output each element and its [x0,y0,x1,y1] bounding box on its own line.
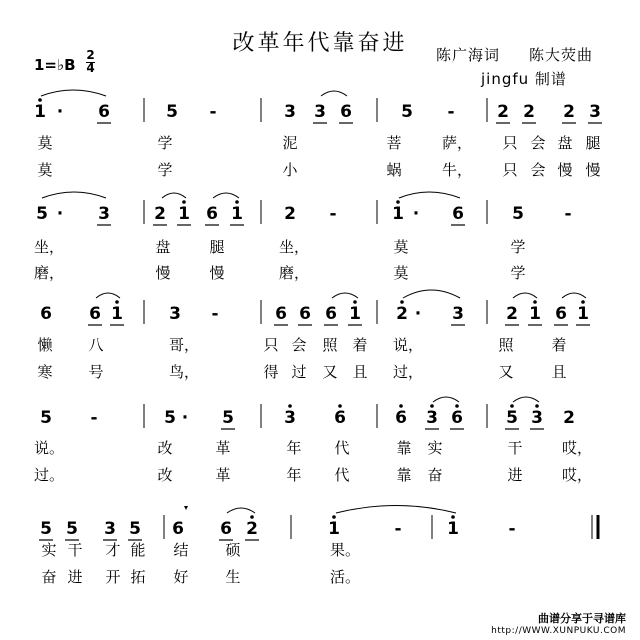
note: 2 [284,204,296,224]
note: 3 [314,102,326,122]
lyric-char: 生 [225,568,241,586]
lyric-char: 八 [88,336,104,354]
lyric-char: 且 [352,363,368,381]
lyric-char: 牛， [442,161,473,179]
slur [332,293,358,298]
credits-composer: 陈大荧曲 [529,46,594,64]
lyric-char: 只 [263,336,279,354]
credits-transcriber: jingfu 制谱 [481,70,567,88]
lyric-char: 只 [502,134,518,152]
dotted-rhythm: · [56,102,64,122]
lyric-char: 慢 [557,161,573,179]
dotted-rhythm: · [56,204,64,224]
note: 6 [395,408,407,428]
lyric-char: 哥， [169,336,200,354]
slur [513,293,537,298]
note: 2 [563,408,575,428]
note: 6 [334,408,346,428]
lyric-char: 改 [157,439,173,457]
sustain-dash: - [90,408,98,428]
octave-dot [533,300,537,304]
note: 3 [531,408,543,428]
note: 5 [166,102,178,122]
lyric-char: 又 [498,363,514,381]
note: 5 [129,519,141,539]
time-signature-bottom: 4 [86,61,95,75]
lyric-char: 干 [507,439,523,457]
octave-dot [455,404,459,408]
lyric-char: 开 [105,568,121,586]
octave-dot [400,300,404,304]
lyric-char: 寒 [37,363,53,381]
octave-dot [182,200,186,204]
note: 2 [563,102,575,122]
note: 6 [299,304,311,324]
note: 3 [426,408,438,428]
note: 1 [392,204,404,224]
note: 1 [349,304,361,324]
octave-dot [535,404,539,408]
lyric-char: 莫 [37,161,53,179]
octave-dot [332,515,336,519]
lyric-char: 盘 [155,238,171,256]
lyric-char: 过， [393,363,424,381]
slur [213,193,239,198]
note: 1 [111,304,123,324]
sustain-dash: - [447,102,455,122]
note: 5 [222,408,234,428]
note: 6 [452,204,464,224]
note: 5 [401,102,413,122]
octave-dot [115,300,119,304]
octave-dot [396,200,400,204]
note: 2 [154,204,166,224]
note: 2 [396,304,408,324]
octave-dot [451,515,455,519]
lyric-char: 蜗 [386,161,402,179]
lyric-char: 学 [157,134,173,152]
sustain-dash: - [394,519,402,539]
slur [433,397,459,402]
slur [562,293,586,298]
lyric-char: 靠 [396,439,412,457]
lyric-char: 说。 [34,439,65,457]
note: 1 [231,204,243,224]
lyric-char: 才 [105,541,121,559]
lyric-char: 代 [334,466,350,484]
lyric-char: 年 [286,439,302,457]
lyric-char: 果。 [330,541,361,559]
note: 6 [275,304,287,324]
note: 1 [178,204,190,224]
note: 2 [497,102,509,122]
lyric-char: 哎， [562,439,593,457]
note: 5 [164,408,176,428]
lyric-char: 过 [291,363,307,381]
octave-dot [353,300,357,304]
lyric-char: 奋 [427,466,443,484]
lyric-char: 代 [334,439,350,457]
lyric-char: 革 [215,466,231,484]
slur [399,192,460,198]
lyric-char: 泥 [282,134,298,152]
octave-dot [510,404,514,408]
lyric-char: 莫 [37,134,53,152]
note: 3 [104,519,116,539]
slur [321,91,347,96]
lyric-char: 鸟， [169,363,200,381]
key-signature: 1=♭B [34,56,76,74]
lyric-char: 奋 [41,568,57,586]
lyric-char: 学 [510,238,526,256]
lyric-char: 学 [510,264,526,282]
lyric-char: 照 [498,336,514,354]
lyric-char: 改 [157,466,173,484]
note: 2 [246,519,258,539]
note: 3 [452,304,464,324]
octave-dot [430,404,434,408]
lyric-char: 号 [88,363,104,381]
lyric-char: 结 [173,541,189,559]
octave-dot [581,300,585,304]
sustain-dash: - [211,304,219,324]
slur [513,397,539,402]
lyric-char: 懒 [37,336,53,354]
lyric-char: 实 [41,541,57,559]
lyric-char: 能 [130,541,146,559]
lyric-char: 又 [322,363,338,381]
note: 1 [529,304,541,324]
lyric-char: 说， [393,336,424,354]
slur [162,193,186,198]
barlines [144,98,487,539]
song-title: 改革年代靠奋进 [232,31,408,56]
note: 5 [512,204,524,224]
credits-lyricist: 陈广海词 [436,46,501,64]
lyric-char: 好 [173,568,189,586]
slur [336,506,456,514]
lyric-char: 实 [427,439,443,457]
slur [42,192,106,198]
octave-dot [38,98,42,102]
note: 3 [284,102,296,122]
note: 2 [523,102,535,122]
lyric-char: 腿 [209,238,225,256]
octave-dot [235,200,239,204]
lyric-char: 硕 [225,541,241,559]
note: 1 [577,304,589,324]
note: 1 [447,519,459,539]
note: 6 [325,304,337,324]
lyric-char: 小 [282,161,298,179]
sustain-dash: - [508,519,516,539]
note: 6 [220,519,232,539]
slur [227,508,255,513]
lyric-char: 进 [67,568,83,586]
lyric-char: 进 [507,466,523,484]
lyric-char: 学 [157,161,173,179]
note: 3 [589,102,601,122]
dotted-rhythm: · [412,204,420,224]
octave-dot [288,404,292,408]
accent-mark [184,506,188,510]
note: 5 [36,204,48,224]
slur [41,90,106,96]
lyric-char: 且 [551,363,567,381]
note: 6 [340,102,352,122]
lyric-char: 照 [322,336,338,354]
time-signature-top: 2 [86,48,95,62]
note: 6 [89,304,101,324]
note: 1 [328,519,340,539]
lyric-char: 慢 [155,264,171,282]
lyric-char: 会 [530,161,546,179]
lyric-char: 只 [502,161,518,179]
lyric-char: 年 [286,466,302,484]
lyric-char: 会 [291,336,307,354]
lyric-char: 萨， [442,134,473,152]
lyric-char: 靠 [396,466,412,484]
note: 5 [40,519,52,539]
octave-dot [399,404,403,408]
dotted-rhythm: · [181,408,189,428]
lyric-char: 活。 [330,568,361,586]
lyric-char: 会 [530,134,546,152]
note: 6 [98,102,110,122]
note: 3 [169,304,181,324]
lyric-char: 莫 [393,264,409,282]
slurs [41,90,593,513]
octave-dot [338,404,342,408]
lyric-char: 盘 [557,134,573,152]
lyric-char: 慢 [209,264,225,282]
slur [96,293,120,298]
lyric-char: 着 [352,336,368,354]
note: 6 [555,304,567,324]
octave-dot [250,515,254,519]
dotted-rhythm: · [414,304,422,324]
lyric-char: 得 [263,363,279,381]
lyric-char: 干 [67,541,83,559]
note: 6 [172,519,184,539]
note: 3 [98,204,110,224]
note: 6 [206,204,218,224]
lyric-char: 过。 [34,466,65,484]
note: 3 [284,408,296,428]
note: 2 [506,304,518,324]
note: 1 [34,102,46,122]
note: 5 [66,519,78,539]
lyric-char: 菩 [386,134,402,152]
lyric-char: 着 [551,336,567,354]
lyric-char: 坐， [279,238,310,256]
note: 6 [40,304,52,324]
slur [403,290,460,298]
lyric-char: 哎， [562,466,593,484]
note: 5 [40,408,52,428]
lyric-char: 革 [215,439,231,457]
lyric-char: 莫 [393,238,409,256]
lyric-char: 坐， [34,238,65,256]
lyric-char: 磨， [279,264,310,282]
lyric-char: 慢 [585,161,601,179]
footer-site-url[interactable]: http://WWW.XUNPUKU.COM [491,626,626,636]
lyric-char: 腿 [585,134,601,152]
lyric-char: 磨， [34,264,65,282]
sustain-dash: - [329,204,337,224]
lyric-char: 拓 [130,568,146,586]
sustain-dash: - [564,204,572,224]
footer-site-name: 曲谱分享于寻谱库 [538,612,626,625]
note: 5 [506,408,518,428]
sustain-dash: - [209,102,217,122]
note: 6 [451,408,463,428]
